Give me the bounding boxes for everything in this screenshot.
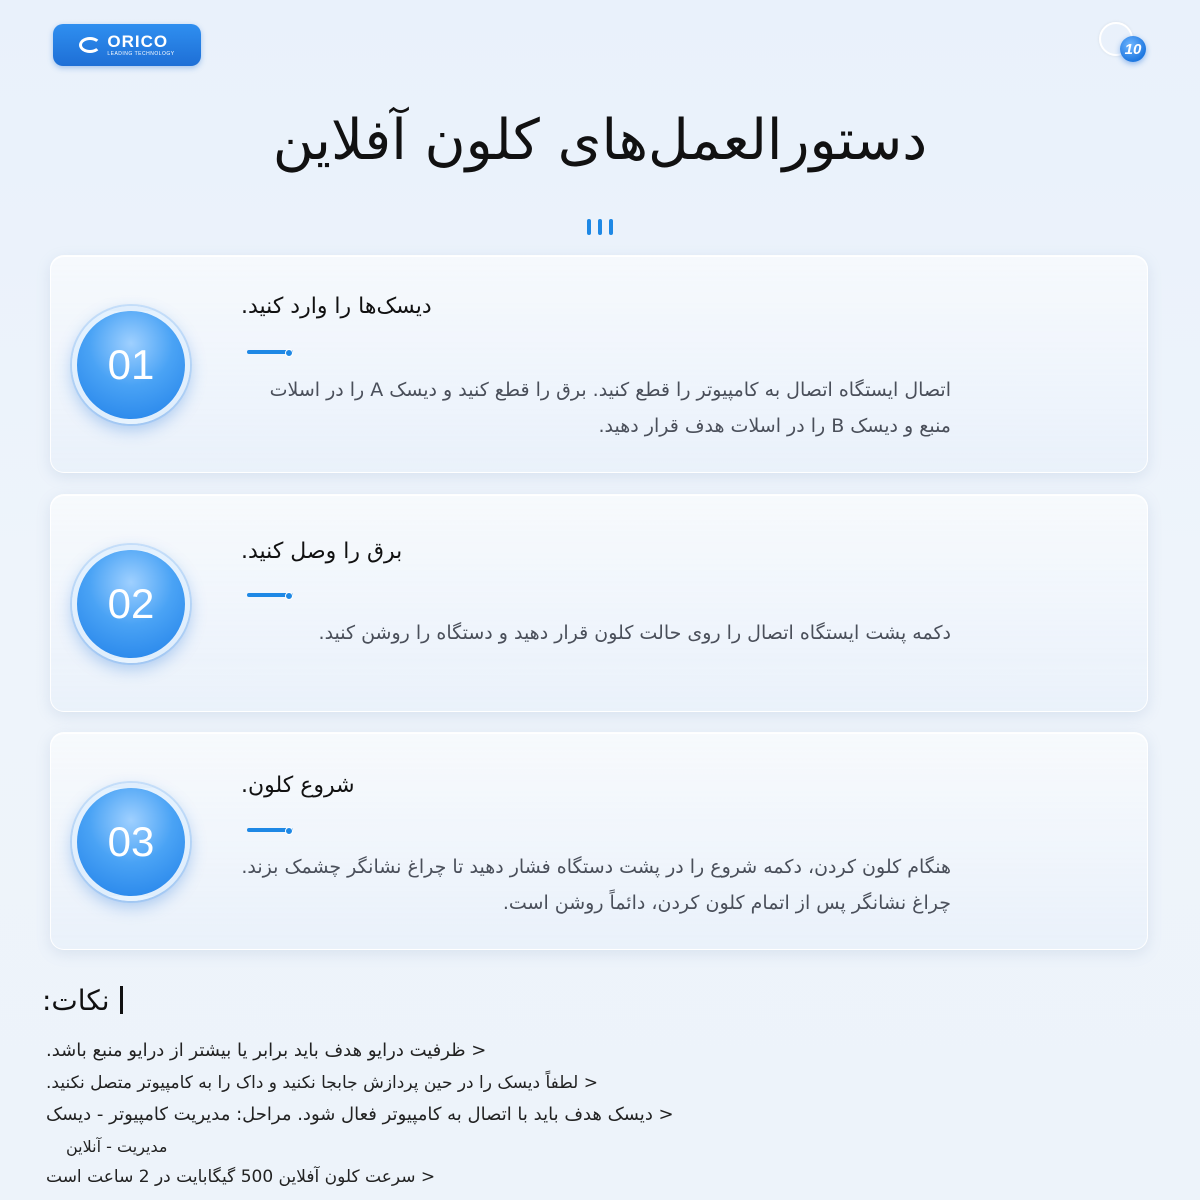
notes-bar-icon: [120, 986, 123, 1014]
step-number-badge: 03: [72, 783, 190, 901]
brand-logo: [53, 24, 201, 66]
step-card-3: [50, 732, 1148, 950]
note-item: < سرعت کلون آفلاین 500 گیگابایت در 2 ساعت است: [46, 1167, 436, 1187]
step-number-badge: 01: [72, 306, 190, 424]
step-title: دیسک‌ها را وارد کنید.: [241, 294, 432, 319]
logo-text: [107, 33, 174, 57]
step-underline: [247, 593, 293, 597]
brand-tagline: LEADING TECHNOLOGY: [107, 51, 175, 57]
step-card-2: [50, 494, 1148, 712]
step-description: اتصال ایستگاه اتصال به کامپیوتر را قطع کنید. برق را قطع کنید و دیسک A را در اسلات منبع و دیسک B را در اسلات هدف قرار دهید.: [269, 379, 951, 437]
page-number-badge: [1099, 22, 1149, 64]
step-description: هنگام کلون کردن، دکمه شروع را در پشت دستگاه فشار دهید تا چراغ نشانگر چشمک بزند. چراغ نشانگر پس از اتمام کلون کردن، دائماً روشن است.: [241, 856, 951, 914]
notes-heading: [42, 980, 142, 1020]
page-number: 10: [1120, 36, 1146, 62]
step-underline: [247, 350, 293, 354]
page-title: دستورالعمل‌های کلون آفلاین: [272, 108, 928, 173]
step-number-badge: 02: [72, 545, 190, 663]
note-item: < ظرفیت درایو هدف باید برابر یا بیشتر از درایو منبع باشد.: [46, 1040, 487, 1061]
note-item: < دیسک هدف باید با اتصال به کامپیوتر فعال شود. مراحل: مدیریت کامپیوتر - دیسک: [46, 1104, 674, 1125]
title-divider-icon: [586, 215, 614, 235]
brand-name: ORICO: [107, 32, 169, 51]
step-card-1: [50, 255, 1148, 473]
notes-heading-label: نکات:: [42, 983, 110, 1017]
step-title: شروع کلون.: [241, 773, 355, 798]
step-underline: [247, 828, 293, 832]
step-title: برق را وصل کنید.: [241, 539, 403, 564]
notes-list: [46, 1034, 766, 1192]
logo-mark-icon: [79, 37, 101, 53]
note-item: < لطفاً دیسک را در حین پردازش جابجا نکنید و داک را به کامپیوتر متصل نکنید.: [46, 1073, 599, 1093]
step-description: دکمه پشت ایستگاه اتصال را روی حالت کلون قرار دهید و دستگاه را روشن کنید.: [318, 622, 951, 644]
note-item-continuation: مدیریت - آنلاین: [66, 1137, 168, 1156]
